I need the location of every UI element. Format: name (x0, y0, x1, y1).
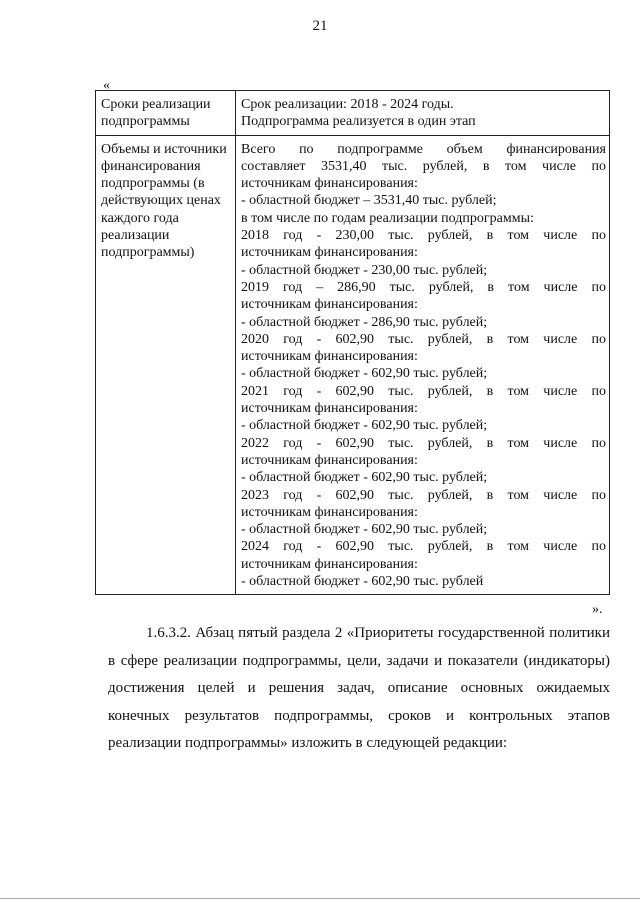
cell-text-line: - областной бюджет - 602,90 тыс. рублей (241, 574, 484, 590)
table-row-terms (96, 91, 610, 136)
cell-text-line: источникам финансирования: (241, 401, 418, 417)
cell-text-line: - областной бюджет - 602,90 тыс. рублей; (241, 418, 488, 434)
paragraph-line: 1.6.3.2. Абзац пятый раздела 2 «Приоритеты государственной политики (146, 625, 610, 641)
closing-quote: ». (592, 602, 603, 617)
page-bottom-edge (0, 898, 640, 899)
cell-text-line: источникам финансирования: (241, 245, 418, 261)
row-label-funding: Объемы и источники финансирования подпрограммы (в действующих ценах каждого года реализации подпрограммы) (96, 135, 236, 595)
cell-text-line: источникам финансирования: (241, 176, 418, 192)
cell-text-line: Подпрограмма реализуется в один этап (241, 114, 476, 130)
cell-text-line: 2018 год - 230,00 тыс. рублей, в том числе по (241, 228, 606, 244)
cell-text-line: 2022 год - 602,90 тыс. рублей, в том числе по (241, 435, 606, 451)
cell-text-line: источникам финансирования: (241, 297, 418, 313)
cell-text-line: - областной бюджет - 602,90 тыс. рублей; (241, 366, 488, 382)
page-number: 21 (312, 18, 328, 34)
subprogram-passport-table (95, 90, 610, 595)
cell-text-line: в том числе по годам реализации подпрограммы: (241, 210, 534, 226)
paragraph-line: конечных результатов подпрограммы, сроков и контрольных этапов (108, 707, 610, 724)
cell-text-line: Всего по подпрограмме объем финансирования (241, 141, 606, 157)
cell-text-line: - областной бюджет – 3531,40 тыс. рублей; (241, 193, 497, 209)
amendment-paragraph (108, 620, 610, 758)
cell-text-line: - областной бюджет - 602,90 тыс. рублей; (241, 522, 488, 538)
paragraph-line: достижения целей и решения задач, описание основных ожидаемых (108, 680, 610, 696)
paragraph-line: в сфере реализации подпрограммы, цели, задачи и показатели (индикаторы) (108, 652, 610, 669)
cell-text-line: источникам финансирования: (241, 504, 418, 520)
cell-text-line: - областной бюджет - 230,00 тыс. рублей; (241, 262, 488, 278)
cell-text-line: 2021 год - 602,90 тыс. рублей, в том числе по (241, 383, 606, 399)
cell-text-line: составляет 3531,40 тыс. рублей, в том числе по (241, 158, 606, 174)
cell-text-line: Срок реализации: 2018 - 2024 годы. (241, 97, 454, 112)
cell-text-line: источникам финансирования: (241, 349, 418, 365)
cell-text-line: источникам финансирования: (241, 556, 418, 572)
row-value-terms (236, 91, 610, 136)
cell-text-line: 2020 год - 602,90 тыс. рублей, в том числе по (241, 331, 606, 347)
paragraph-line: реализации подпрограммы» изложить в следующей редакции: (108, 735, 508, 751)
cell-text-line: 2024 год - 602,90 тыс. рублей, в том числе по (241, 539, 606, 555)
cell-text-line: 2019 год – 286,90 тыс. рублей, в том числе по (241, 279, 606, 295)
cell-text-line: - областной бюджет - 602,90 тыс. рублей; (241, 470, 488, 486)
row-value-funding (236, 135, 610, 595)
cell-text-line: источникам финансирования: (241, 452, 418, 468)
opening-quote: « (103, 78, 110, 93)
row-label-terms: Сроки реализации подпрограммы (96, 91, 236, 136)
table-row-funding (96, 135, 610, 595)
cell-text-line: - областной бюджет - 286,90 тыс. рублей; (241, 314, 488, 330)
cell-text-line: 2023 год - 602,90 тыс. рублей, в том числе по (241, 487, 606, 503)
